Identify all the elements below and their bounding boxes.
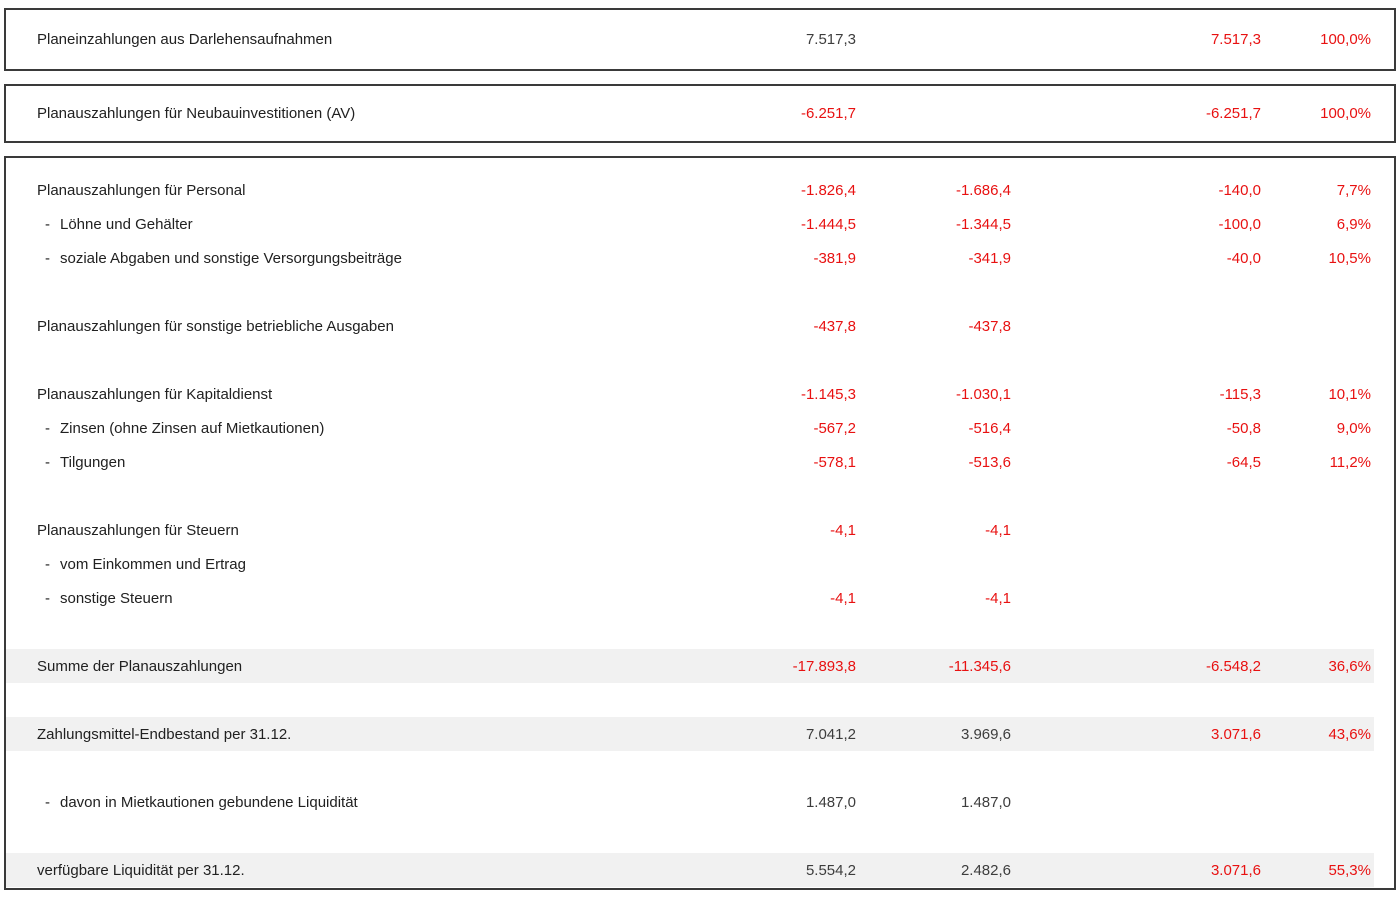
value-cell: -6.548,2 (1205, 657, 1261, 675)
value-cell: -11.345,6 (948, 657, 1011, 675)
list-dash: - (45, 419, 50, 437)
table-row (6, 853, 1394, 887)
table-row (6, 173, 1394, 207)
row-label-wrap (6, 522, 706, 539)
table-row (6, 207, 1394, 241)
row-label: Tilgungen (60, 453, 126, 471)
row-label: Planauszahlungen für Steuern (37, 521, 239, 539)
row-label-wrap (6, 590, 706, 607)
value-cell: -6.251,7 (800, 105, 856, 122)
spacer-row (6, 751, 1394, 785)
table-row (6, 377, 1394, 411)
value-cell: -1.686,4 (955, 181, 1011, 199)
value-cell: 2.482,6 (960, 861, 1011, 879)
table-row (6, 309, 1394, 343)
section-box (4, 156, 1396, 890)
value-cell: 7,7% (1336, 181, 1371, 199)
value-cell: -100,0 (1218, 215, 1261, 233)
value-cell: 10,1% (1328, 385, 1371, 403)
list-dash: - (45, 249, 50, 267)
spacer-row (6, 683, 1394, 717)
value-cell: -1.826,4 (800, 181, 856, 199)
row-label: Planauszahlungen für Neubauinvestitionen (AV) (37, 105, 356, 122)
list-dash: - (45, 215, 50, 233)
spacer-row (6, 819, 1394, 853)
table-row (6, 547, 1394, 581)
table-row (6, 717, 1394, 751)
value-cell: 1.487,0 (960, 793, 1011, 811)
row-label: sonstige Steuern (60, 589, 173, 607)
value-cell: 43,6% (1328, 725, 1371, 743)
row-label: Summe der Planauszahlungen (37, 657, 243, 675)
value-cell: -578,1 (813, 453, 856, 471)
value-cell: -1.145,3 (800, 385, 856, 403)
row-label: davon in Mietkautionen gebundene Liquidität (60, 793, 358, 811)
value-cell: -516,4 (968, 419, 1011, 437)
row-label-wrap (6, 182, 706, 199)
value-cell: 7.517,3 (1210, 31, 1261, 48)
spacer-row (6, 343, 1394, 377)
spacer-row (6, 275, 1394, 309)
section-box (4, 84, 1396, 143)
value-cell: -50,8 (1226, 419, 1261, 437)
row-label-wrap (6, 726, 706, 743)
spacer-row (6, 479, 1394, 513)
value-cell: 7.517,3 (805, 31, 856, 48)
value-cell: -4,1 (985, 589, 1011, 607)
value-cell: 36,6% (1328, 657, 1371, 675)
row-label: Planauszahlungen für sonstige betriebliche Ausgaben (37, 317, 394, 335)
value-cell: -6.251,7 (1205, 105, 1261, 122)
row-label-wrap (6, 216, 706, 233)
value-cell: -381,9 (813, 249, 856, 267)
value-cell: -64,5 (1226, 453, 1261, 471)
row-label-wrap (6, 454, 706, 471)
value-cell: -437,8 (813, 317, 856, 335)
table-row (6, 513, 1394, 547)
value-cell: 9,0% (1336, 419, 1371, 437)
list-dash: - (45, 589, 50, 607)
value-cell: -40,0 (1226, 249, 1261, 267)
value-cell: 5.554,2 (805, 861, 856, 879)
row-label: vom Einkommen und Ertrag (60, 555, 246, 573)
row-label-wrap (6, 556, 706, 573)
row-label: Löhne und Gehälter (60, 215, 193, 233)
value-cell: -1.344,5 (955, 215, 1011, 233)
value-cell: -567,2 (813, 419, 856, 437)
value-cell: 10,5% (1328, 249, 1371, 267)
value-cell: -140,0 (1218, 181, 1261, 199)
value-cell: -437,8 (968, 317, 1011, 335)
value-cell: -513,6 (968, 453, 1011, 471)
value-cell: -4,1 (830, 589, 856, 607)
table-row (6, 581, 1394, 615)
row-label: soziale Abgaben und sonstige Versorgungsbeiträge (60, 249, 402, 267)
row-label-wrap (6, 862, 706, 879)
table-row (6, 241, 1394, 275)
value-cell: 100,0% (1320, 105, 1371, 122)
row-label: Zahlungsmittel-Endbestand per 31.12. (37, 725, 292, 743)
list-dash: - (45, 793, 50, 811)
value-cell: -17.893,8 (792, 657, 856, 675)
value-cell: -115,3 (1219, 385, 1261, 403)
value-cell: 11,2% (1329, 453, 1371, 471)
row-label-wrap (6, 105, 706, 122)
table-row (6, 649, 1394, 683)
row-label-wrap (6, 658, 706, 675)
row-label: Planauszahlungen für Kapitaldienst (37, 385, 273, 403)
table-row (6, 445, 1394, 479)
list-dash: - (45, 555, 50, 573)
list-dash: - (45, 453, 50, 471)
value-cell: 3.969,6 (960, 725, 1011, 743)
row-label-wrap (6, 31, 706, 48)
value-cell: 6,9% (1336, 215, 1371, 233)
row-label: Planauszahlungen für Personal (37, 181, 246, 199)
value-cell: -4,1 (985, 521, 1011, 539)
value-cell: -4,1 (830, 521, 856, 539)
table-row (6, 411, 1394, 445)
spacer-row (6, 615, 1394, 649)
row-label: Planeinzahlungen aus Darlehensaufnahmen (37, 31, 333, 48)
value-cell: 7.041,2 (805, 725, 856, 743)
value-cell: -1.030,1 (955, 385, 1011, 403)
value-cell: 55,3% (1328, 861, 1371, 879)
section-box (4, 8, 1396, 71)
table-row (6, 785, 1394, 819)
value-cell: 3.071,6 (1210, 861, 1261, 879)
value-cell: 3.071,6 (1210, 725, 1261, 743)
value-cell: -1.444,5 (800, 215, 856, 233)
value-cell: -341,9 (968, 249, 1011, 267)
row-label: Zinsen (ohne Zinsen auf Mietkautionen) (60, 419, 325, 437)
value-cell: 100,0% (1320, 31, 1371, 48)
table-row (6, 23, 1394, 57)
row-label-wrap (6, 250, 706, 267)
value-cell: 1.487,0 (805, 793, 856, 811)
row-label-wrap (6, 794, 706, 811)
row-label: verfügbare Liquidität per 31.12. (37, 861, 245, 879)
row-label-wrap (6, 420, 706, 437)
table-row (6, 97, 1394, 131)
row-label-wrap (6, 318, 706, 335)
row-label-wrap (6, 386, 706, 403)
